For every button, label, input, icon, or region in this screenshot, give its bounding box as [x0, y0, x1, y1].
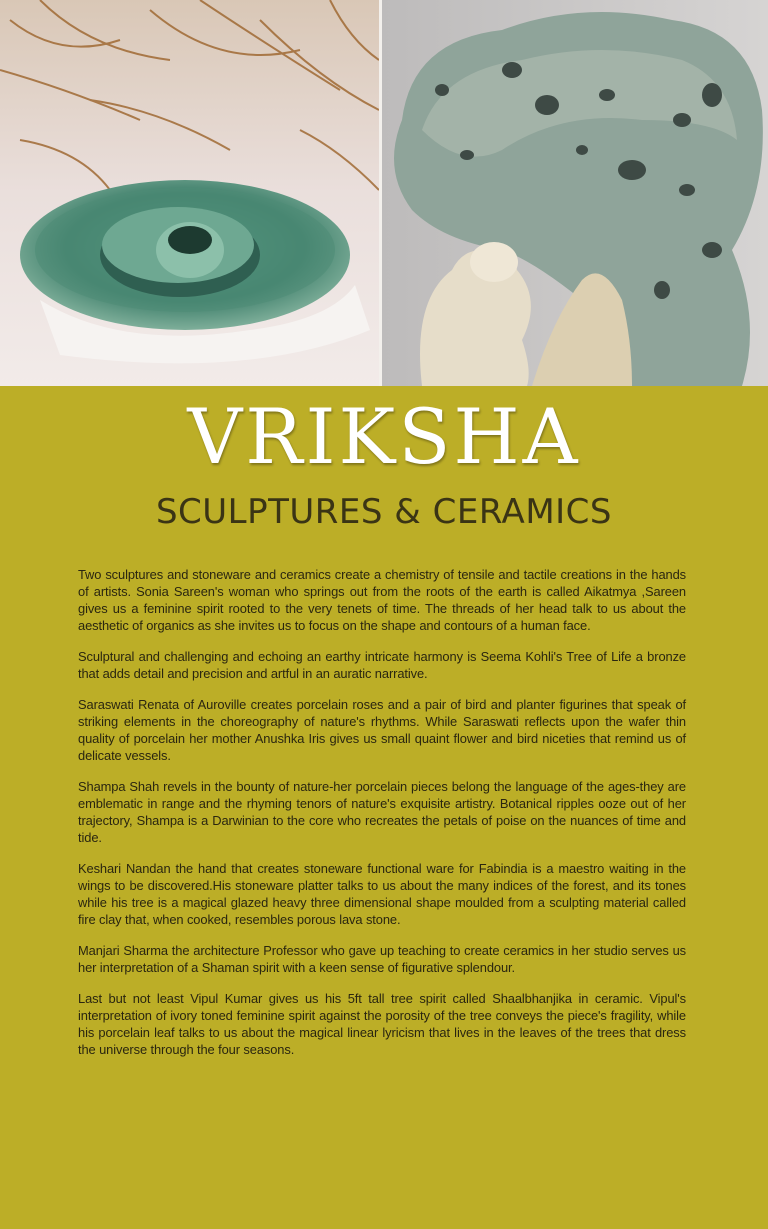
paragraph: Keshari Nandan the hand that creates stoneware functional ware for Fabindia is a maestro waiting in the wings to be discovered.His stoneware platter talks to us about the many indices of the forest, and its tones while his tree is a magical glazed heavy three dimensional shape moulded from a sculpting material called fire clay that, when cooked, resembles porous lava stone.	[78, 861, 686, 927]
paragraph: Manjari Sharma the architecture Professor who gave up teaching to create ceramics in her studio serves us her interpretation of a Shaman spirit with a keen sense of figurative splendour.	[78, 943, 686, 975]
ceramic-bowl-image	[0, 0, 379, 386]
page-subtitle: SCULPTURES & CERAMICS	[155, 492, 613, 532]
photo-strip	[0, 0, 768, 386]
paragraph: Two sculptures and stoneware and ceramics create a chemistry of tensile and tactile creations in the hands of artists. Sonia Sareen's woman who springs out from the roots of the earth is called Aikatmya ,Sareen gives us a feminine spirit rooted to the very tenets of time. The threads of her head talk to us about the aesthetic of organics as she invites us to focus on the shape and contours of a human face.	[78, 567, 686, 633]
article-body	[78, 566, 686, 1072]
page-title: VRIKSHA	[187, 392, 581, 481]
paragraph: Shampa Shah revels in the bounty of nature-her porcelain pieces belong the language of the ages-they are emblematic in range and the rhyming tenors of nature's exquisite artistry. Botanical ripples ooze out of her trajectory, Shampa is a Darwinian to the core who recreates the petals of poise on the nuances of time and tide.	[78, 779, 686, 845]
paragraph: Last but not least Vipul Kumar gives us his 5ft tall tree spirit called Shaalbhanjika in ceramic. Vipul's interpretation of ivory toned feminine spirit against the porosity of the tree conveys the piece's fragility, while his porcelain leaf talks to us about the magical linear lyricism that lives in the leaves of the trees that dress the universe through the four seasons.	[78, 991, 686, 1057]
stone-tree-sculpture-image	[382, 0, 768, 386]
paragraph: Sculptural and challenging and echoing an earthy intricate harmony is Seema Kohli's Tree of Life a bronze that adds detail and precision and artful in an auratic narrative.	[78, 649, 686, 681]
paragraph: Saraswati Renata of Auroville creates porcelain roses and a pair of bird and planter figurines that speak of striking elements in the choreography of nature's rhythms. While Saraswati reflects upon the wafer thin quality of porcelain her mother Anushka Iris gives us small quaint flower and bird niceties that remind us of delicate vessels.	[78, 697, 686, 763]
